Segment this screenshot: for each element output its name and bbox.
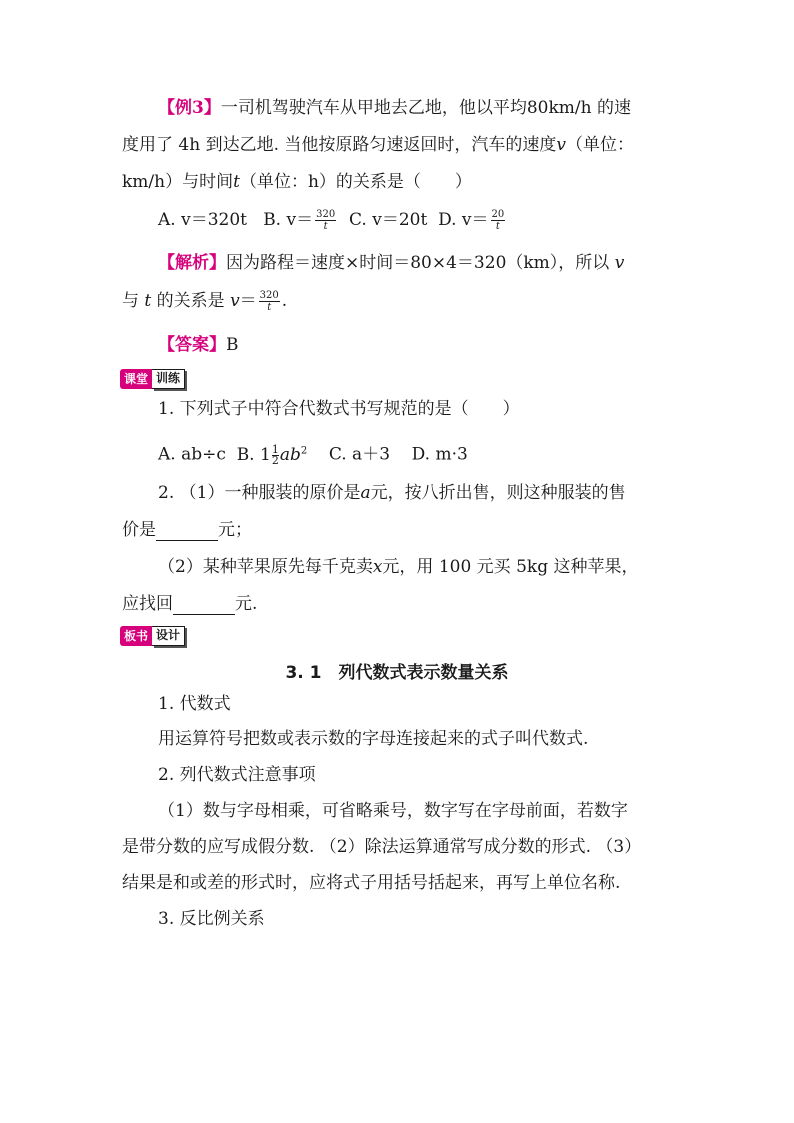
option-d: D. v＝ $\frac{20}{t}$ bbox=[438, 209, 505, 232]
example-options bbox=[158, 209, 507, 232]
question-2-part2-line1: （2）某种苹果原先每千克卖x元，用 100 元买 5kg 这种苹果， bbox=[158, 557, 639, 577]
answer-blank-1[interactable] bbox=[156, 524, 218, 541]
analysis-tag: 【解析】 bbox=[158, 253, 226, 273]
question-1: 1. 下列式子中符合代数式书写规范的是（ ） bbox=[158, 399, 520, 419]
q1-option-c: C. a＋3 bbox=[328, 444, 391, 465]
question-1-options bbox=[158, 440, 468, 466]
example-tag: 【例3】 bbox=[158, 98, 221, 118]
board-text-1: 用运算符号把数或表示数的字母连接起来的式子叫代数式. bbox=[158, 729, 589, 749]
option-a: A. v＝320t bbox=[158, 210, 247, 230]
q1-option-d: D. m·3 bbox=[411, 444, 468, 465]
question-2-part1-line1: 2. （1）一种服装的原价是a元，按八折出售，则这种服装的售 bbox=[158, 483, 626, 503]
answer-value: B bbox=[226, 335, 239, 355]
board-text-2b: 是带分数的应写成假分数. （2）除法运算通常写成分数的形式. （3） bbox=[122, 837, 642, 857]
example-line-2: 度用了 4h 到达乙地. 当他按原路匀速返回时，汽车的速度v（单位： bbox=[122, 135, 634, 155]
badge-board-design: 板书 设计 bbox=[120, 626, 185, 646]
example-line-1: 【例3】一司机驾驶汽车从甲地去乙地，他以平均80km/h 的速 bbox=[158, 98, 631, 118]
question-2-part2-line2: 应找回 元. bbox=[122, 594, 258, 614]
example-line-3: km/h）与时间t（单位：h）的关系是（ ） bbox=[122, 172, 472, 192]
question-2-part1-line2: 价是 元； bbox=[122, 520, 252, 540]
option-b: B. v＝ $\frac{320}{t}$ bbox=[263, 209, 336, 232]
q1-option-a: A. ab÷c bbox=[158, 444, 226, 465]
answer-tag: 【答案】 bbox=[158, 335, 226, 355]
board-title: 3. 1 列代数式表示数量关系 bbox=[285, 663, 509, 683]
answer-line bbox=[158, 334, 239, 356]
q1-option-b: B. 1 $\frac{1}{2}$ $ab^2$ bbox=[236, 442, 308, 467]
analysis-fraction: $\frac{320}{t}$ bbox=[259, 290, 279, 313]
board-text-2a: （1）数与字母相乘，可省略乘号，数字写在字母前面，若数字 bbox=[158, 801, 628, 821]
board-heading-2: 2. 列代数式注意事项 bbox=[158, 765, 316, 785]
analysis-line-2: 与 t 的关系是 v＝ $\frac{320}{t}$ . bbox=[122, 290, 288, 313]
board-heading-3: 3. 反比例关系 bbox=[158, 909, 265, 929]
badge-classroom-practice: 课堂 训练 bbox=[120, 369, 185, 389]
board-heading-1: 1. 代数式 bbox=[158, 694, 231, 714]
option-c: C. v＝20t bbox=[349, 210, 428, 230]
analysis-line-1: 【解析】因为路程＝速度×时间＝80×4＝320（km），所以 v bbox=[158, 253, 625, 273]
board-text-2c: 结果是和或差的形式时，应将式子用括号括起来，再写上单位名称. bbox=[122, 873, 621, 893]
answer-blank-2[interactable] bbox=[173, 598, 235, 615]
